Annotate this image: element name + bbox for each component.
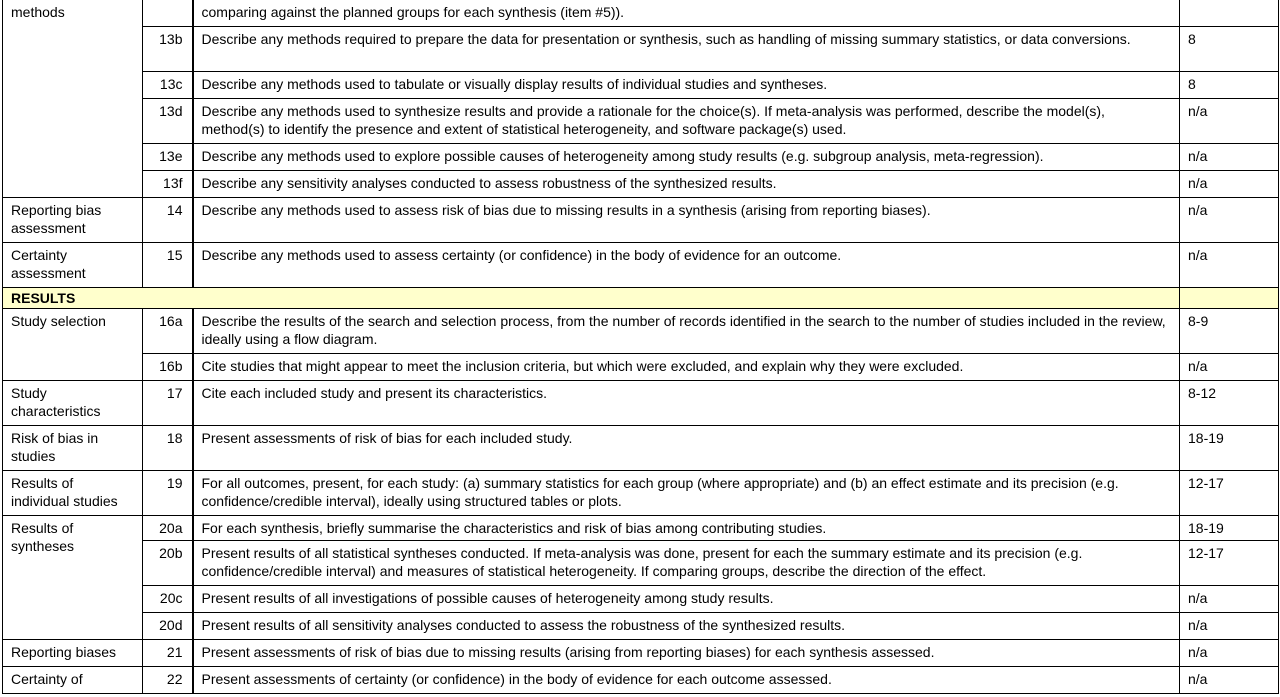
table-row bbox=[3, 667, 1279, 694]
page-location: 8-9 bbox=[1180, 309, 1279, 354]
table-row bbox=[3, 99, 1279, 144]
page-location bbox=[1180, 0, 1279, 27]
table-row bbox=[3, 171, 1279, 198]
page-location: 12-17 bbox=[1180, 541, 1279, 586]
checklist-item: Cite studies that might appear to meet the inclusion criteria, but which were excluded, and explain why they were excluded. bbox=[193, 354, 1180, 381]
item-number: 22 bbox=[143, 667, 193, 694]
checklist-item: Describe any methods used to synthesize results and provide a rationale for the choice(s). If meta-analysis was performed, describe the model(s), method(s) to identify the presence and extent of statistical heterogeneity, and software package(s) used. bbox=[193, 99, 1180, 144]
checklist-item: Describe any methods used to explore possible causes of heterogeneity among study results (e.g. subgroup analysis, meta-regression). bbox=[193, 144, 1180, 171]
table-row bbox=[3, 516, 1279, 541]
item-number: 20c bbox=[143, 586, 193, 613]
table-row bbox=[3, 426, 1279, 471]
page-location: 8-12 bbox=[1180, 381, 1279, 426]
checklist-item: Describe any methods used to assess risk of bias due to missing results in a synthesis (arising from reporting biases). bbox=[193, 198, 1180, 243]
page-location: n/a bbox=[1180, 243, 1279, 288]
table-row bbox=[3, 640, 1279, 667]
table-row bbox=[3, 613, 1279, 640]
section-topic: Study selection bbox=[3, 309, 143, 381]
section-header-row bbox=[3, 288, 1279, 309]
table-row bbox=[3, 354, 1279, 381]
page-location: n/a bbox=[1180, 354, 1279, 381]
table-row bbox=[3, 309, 1279, 354]
section-topic: Certainty assessment bbox=[3, 243, 143, 288]
section-topic: Reporting biases bbox=[3, 640, 143, 667]
page-location: n/a bbox=[1180, 586, 1279, 613]
section-topic: Certainty of bbox=[3, 667, 143, 694]
page-location: n/a bbox=[1180, 198, 1279, 243]
page-location: n/a bbox=[1180, 144, 1279, 171]
item-number: 20a bbox=[143, 516, 193, 541]
table-row bbox=[3, 541, 1279, 586]
checklist-item: Present results of all statistical syntheses conducted. If meta-analysis was done, present for each the summary estimate and its precision (e.g. confidence/credible interval) and measures of statistical heterogeneity. If comparing groups, describe the direction of the effect. bbox=[193, 541, 1180, 586]
table-row bbox=[3, 144, 1279, 171]
item-number: 16a bbox=[143, 309, 193, 354]
table-row bbox=[3, 72, 1279, 99]
table-row bbox=[3, 27, 1279, 72]
section-page-cell bbox=[1180, 288, 1279, 309]
checklist-item: Describe the results of the search and selection process, from the number of records identified in the search to the number of studies included in the review, ideally using a flow diagram. bbox=[193, 309, 1180, 354]
item-number: 15 bbox=[143, 243, 193, 288]
table-row bbox=[3, 586, 1279, 613]
checklist-item: Describe any methods used to assess certainty (or confidence) in the body of evidence for an outcome. bbox=[193, 243, 1180, 288]
checklist-item: Present results of all investigations of possible causes of heterogeneity among study results. bbox=[193, 586, 1180, 613]
prisma-checklist-table bbox=[2, 0, 1279, 694]
section-topic: Results of syntheses bbox=[3, 516, 143, 640]
item-number: 13f bbox=[143, 171, 193, 198]
checklist-item: Describe any sensitivity analyses conducted to assess robustness of the synthesized results. bbox=[193, 171, 1180, 198]
checklist-item: Cite each included study and present its characteristics. bbox=[193, 381, 1180, 426]
item-number: 13b bbox=[143, 27, 193, 72]
page-location: 18-19 bbox=[1180, 426, 1279, 471]
checklist-item: For all outcomes, present, for each study: (a) summary statistics for each group (where appropriate) and (b) an effect estimate and its precision (e.g. confidence/credible interval), ideally using structured tables or plots. bbox=[193, 471, 1180, 516]
item-number: 17 bbox=[143, 381, 193, 426]
item-number bbox=[143, 0, 193, 27]
section-topic: Reporting bias assessment bbox=[3, 198, 143, 243]
section-title: RESULTS bbox=[3, 288, 1180, 309]
table-row bbox=[3, 471, 1279, 516]
item-number: 13d bbox=[143, 99, 193, 144]
item-number: 20d bbox=[143, 613, 193, 640]
checklist-item: Describe any methods used to tabulate or visually display results of individual studies and syntheses. bbox=[193, 72, 1180, 99]
table-row bbox=[3, 243, 1279, 288]
section-topic: Study characteristics bbox=[3, 381, 143, 426]
checklist-item: comparing against the planned groups for each synthesis (item #5)). bbox=[193, 0, 1180, 27]
section-topic: methods bbox=[3, 0, 143, 198]
section-topic: Results of individual studies bbox=[3, 471, 143, 516]
item-number: 14 bbox=[143, 198, 193, 243]
page-location: 18-19 bbox=[1180, 516, 1279, 541]
page-location: n/a bbox=[1180, 613, 1279, 640]
table-row bbox=[3, 0, 1279, 27]
item-number: 19 bbox=[143, 471, 193, 516]
item-number: 16b bbox=[143, 354, 193, 381]
item-number: 18 bbox=[143, 426, 193, 471]
item-number: 21 bbox=[143, 640, 193, 667]
page-location: n/a bbox=[1180, 667, 1279, 694]
checklist-item: Present assessments of certainty (or confidence) in the body of evidence for each outcome assessed. bbox=[193, 667, 1180, 694]
page-location: n/a bbox=[1180, 640, 1279, 667]
item-number: 13c bbox=[143, 72, 193, 99]
page-location: n/a bbox=[1180, 99, 1279, 144]
checklist-item: For each synthesis, briefly summarise the characteristics and risk of bias among contributing studies. bbox=[193, 516, 1180, 541]
checklist-item: Present assessments of risk of bias for each included study. bbox=[193, 426, 1180, 471]
checklist-item: Present results of all sensitivity analyses conducted to assess the robustness of the synthesized results. bbox=[193, 613, 1180, 640]
checklist-item: Present assessments of risk of bias due to missing results (arising from reporting biases) for each synthesis assessed. bbox=[193, 640, 1180, 667]
table-row bbox=[3, 381, 1279, 426]
item-number: 20b bbox=[143, 541, 193, 586]
page-location: n/a bbox=[1180, 171, 1279, 198]
page-location: 12-17 bbox=[1180, 471, 1279, 516]
section-topic: Risk of bias in studies bbox=[3, 426, 143, 471]
table-row bbox=[3, 198, 1279, 243]
item-number: 13e bbox=[143, 144, 193, 171]
checklist-item: Describe any methods required to prepare the data for presentation or synthesis, such as handling of missing summary statistics, or data conversions. bbox=[193, 27, 1180, 72]
page-location: 8 bbox=[1180, 27, 1279, 72]
page-location: 8 bbox=[1180, 72, 1279, 99]
